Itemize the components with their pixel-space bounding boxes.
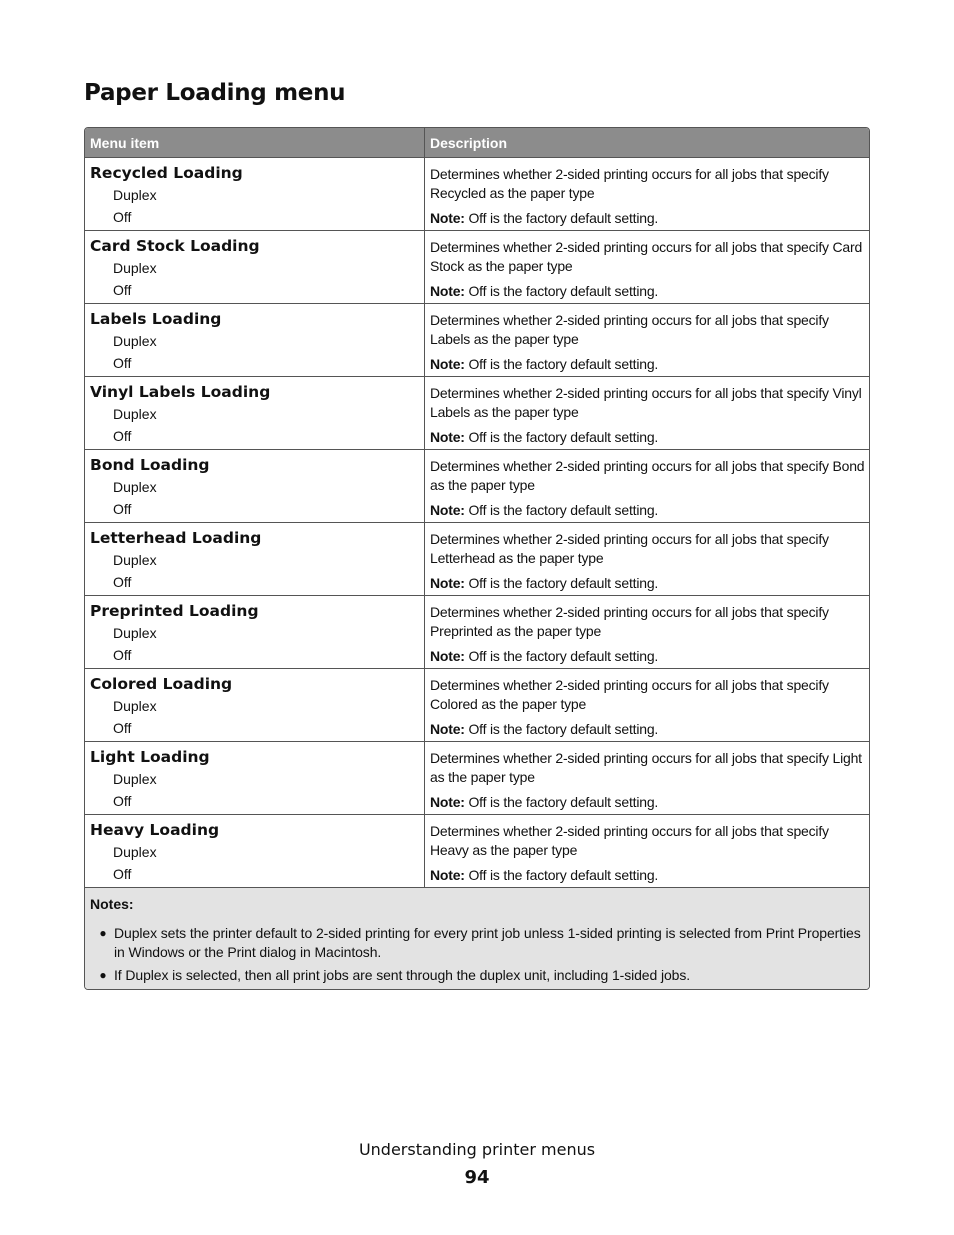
note-label: Note: (430, 429, 465, 445)
note-label: Note: (430, 721, 465, 737)
menu-item-name: Labels Loading (90, 310, 222, 328)
menu-option: Off (113, 720, 132, 736)
header-description: Description (430, 135, 508, 151)
notes-bullet-item (90, 924, 864, 962)
menu-option: Duplex (113, 844, 157, 860)
menu-item-cell (85, 377, 425, 449)
description-cell (425, 304, 869, 376)
description-text: Determines whether 2-sided printing occurs for all jobs that specify Preprinted as the paper type (430, 604, 829, 639)
note-label: Note: (430, 283, 465, 299)
menu-item-name: Bond Loading (90, 456, 210, 474)
menu-item-cell (85, 815, 425, 887)
note-text (430, 501, 869, 520)
menu-option: Duplex (113, 479, 157, 495)
description-cell (425, 231, 869, 303)
menu-item-cell (85, 669, 425, 741)
description-text: Determines whether 2-sided printing occurs for all jobs that specify Light as the paper type (430, 750, 862, 785)
menu-option: Off (113, 209, 132, 225)
description-cell (425, 669, 869, 741)
note-body: Off is the factory default setting. (464, 867, 659, 883)
header-menu-item: Menu item (85, 128, 425, 157)
menu-item-name: Vinyl Labels Loading (90, 383, 271, 401)
menu-item-cell (85, 523, 425, 595)
page-title: Paper Loading menu (84, 80, 346, 106)
note-label: Note: (430, 867, 465, 883)
note-body: Off is the factory default setting. (464, 721, 659, 737)
note-text (430, 355, 869, 374)
menu-option: Off (113, 866, 132, 882)
notes-bullet-item (90, 966, 864, 985)
table-row (85, 523, 869, 596)
note-body: Off is the factory default setting. (464, 210, 659, 226)
menu-option: Duplex (113, 698, 157, 714)
description-text: Determines whether 2-sided printing occurs for all jobs that specify Recycled as the paper type (430, 166, 829, 201)
description-text: Determines whether 2-sided printing occurs for all jobs that specify Heavy as the paper type (430, 823, 829, 858)
table-row (85, 231, 869, 304)
bullet-icon: ● (99, 926, 107, 940)
note-text (430, 866, 869, 885)
note-body: Off is the factory default setting. (464, 794, 659, 810)
menu-item-name: Card Stock Loading (90, 237, 260, 255)
table-row (85, 377, 869, 450)
menu-item-name: Heavy Loading (90, 821, 220, 839)
menu-option: Duplex (113, 260, 157, 276)
paper-loading-table (84, 127, 870, 990)
table-header (85, 128, 869, 158)
note-label: Note: (430, 794, 465, 810)
notes-section (85, 888, 869, 989)
menu-item-name: Preprinted Loading (90, 602, 259, 620)
description-cell (425, 742, 869, 814)
menu-option: Duplex (113, 552, 157, 568)
description-cell (425, 523, 869, 595)
table-row (85, 158, 869, 231)
table-row (85, 304, 869, 377)
menu-option: Duplex (113, 625, 157, 641)
menu-item-cell (85, 742, 425, 814)
description-text: Determines whether 2-sided printing occurs for all jobs that specify Letterhead as the paper type (430, 531, 829, 566)
menu-item-name: Light Loading (90, 748, 210, 766)
menu-option: Duplex (113, 771, 157, 787)
note-text (430, 282, 869, 301)
note-text (430, 647, 869, 666)
page-number: 94 (464, 1167, 490, 1188)
menu-option: Duplex (113, 187, 157, 203)
notes-title: Notes: (90, 896, 134, 912)
note-label: Note: (430, 575, 465, 591)
description-cell (425, 377, 869, 449)
note-body: Off is the factory default setting. (464, 356, 659, 372)
menu-item-name: Letterhead Loading (90, 529, 262, 547)
note-body: Off is the factory default setting. (464, 575, 659, 591)
description-text: Determines whether 2-sided printing occurs for all jobs that specify Labels as the paper type (430, 312, 829, 347)
menu-option: Off (113, 282, 132, 298)
menu-item-name: Recycled Loading (90, 164, 243, 182)
description-cell (425, 596, 869, 668)
description-text: Determines whether 2-sided printing occurs for all jobs that specify Card Stock as the paper type (430, 239, 863, 274)
table-row (85, 742, 869, 815)
menu-option: Off (113, 355, 132, 371)
menu-item-cell (85, 450, 425, 522)
note-body: Off is the factory default setting. (464, 429, 659, 445)
description-text: Determines whether 2-sided printing occurs for all jobs that specify Colored as the paper type (430, 677, 829, 712)
note-body: Off is the factory default setting. (464, 502, 659, 518)
note-body: Off is the factory default setting. (464, 648, 659, 664)
menu-option: Off (113, 428, 132, 444)
note-text (430, 720, 869, 739)
menu-option: Duplex (113, 406, 157, 422)
table-row (85, 815, 869, 888)
note-label: Note: (430, 648, 465, 664)
menu-item-name: Colored Loading (90, 675, 233, 693)
menu-item-cell (85, 304, 425, 376)
menu-item-cell (85, 158, 425, 230)
description-cell (425, 815, 869, 887)
table-row (85, 669, 869, 742)
table-row (85, 450, 869, 523)
menu-item-cell (85, 596, 425, 668)
note-text (430, 209, 869, 228)
menu-option: Off (113, 501, 132, 517)
table-row (85, 596, 869, 669)
notes-bullet-text: If Duplex is selected, then all print jobs are sent through the duplex unit, including 1-sided jobs. (114, 967, 691, 983)
note-text (430, 428, 869, 447)
menu-option: Off (113, 574, 132, 590)
notes-bullet-text: Duplex sets the printer default to 2-sided printing for every print job unless 1-sided printing is selected from Print Properties in Windows or the Print dialog in Macintosh. (114, 925, 861, 960)
note-text (430, 793, 869, 812)
note-text (430, 574, 869, 593)
description-text: Determines whether 2-sided printing occurs for all jobs that specify Vinyl Labels as the paper type (430, 385, 862, 420)
footer-section-title: Understanding printer menus (358, 1140, 596, 1159)
description-cell (425, 450, 869, 522)
description-cell (425, 158, 869, 230)
menu-item-cell (85, 231, 425, 303)
note-label: Note: (430, 502, 465, 518)
menu-option: Off (113, 793, 132, 809)
menu-option: Off (113, 647, 132, 663)
note-label: Note: (430, 356, 465, 372)
menu-option: Duplex (113, 333, 157, 349)
note-body: Off is the factory default setting. (464, 283, 659, 299)
note-label: Note: (430, 210, 465, 226)
description-text: Determines whether 2-sided printing occurs for all jobs that specify Bond as the paper type (430, 458, 865, 493)
bullet-icon: ● (99, 968, 107, 982)
